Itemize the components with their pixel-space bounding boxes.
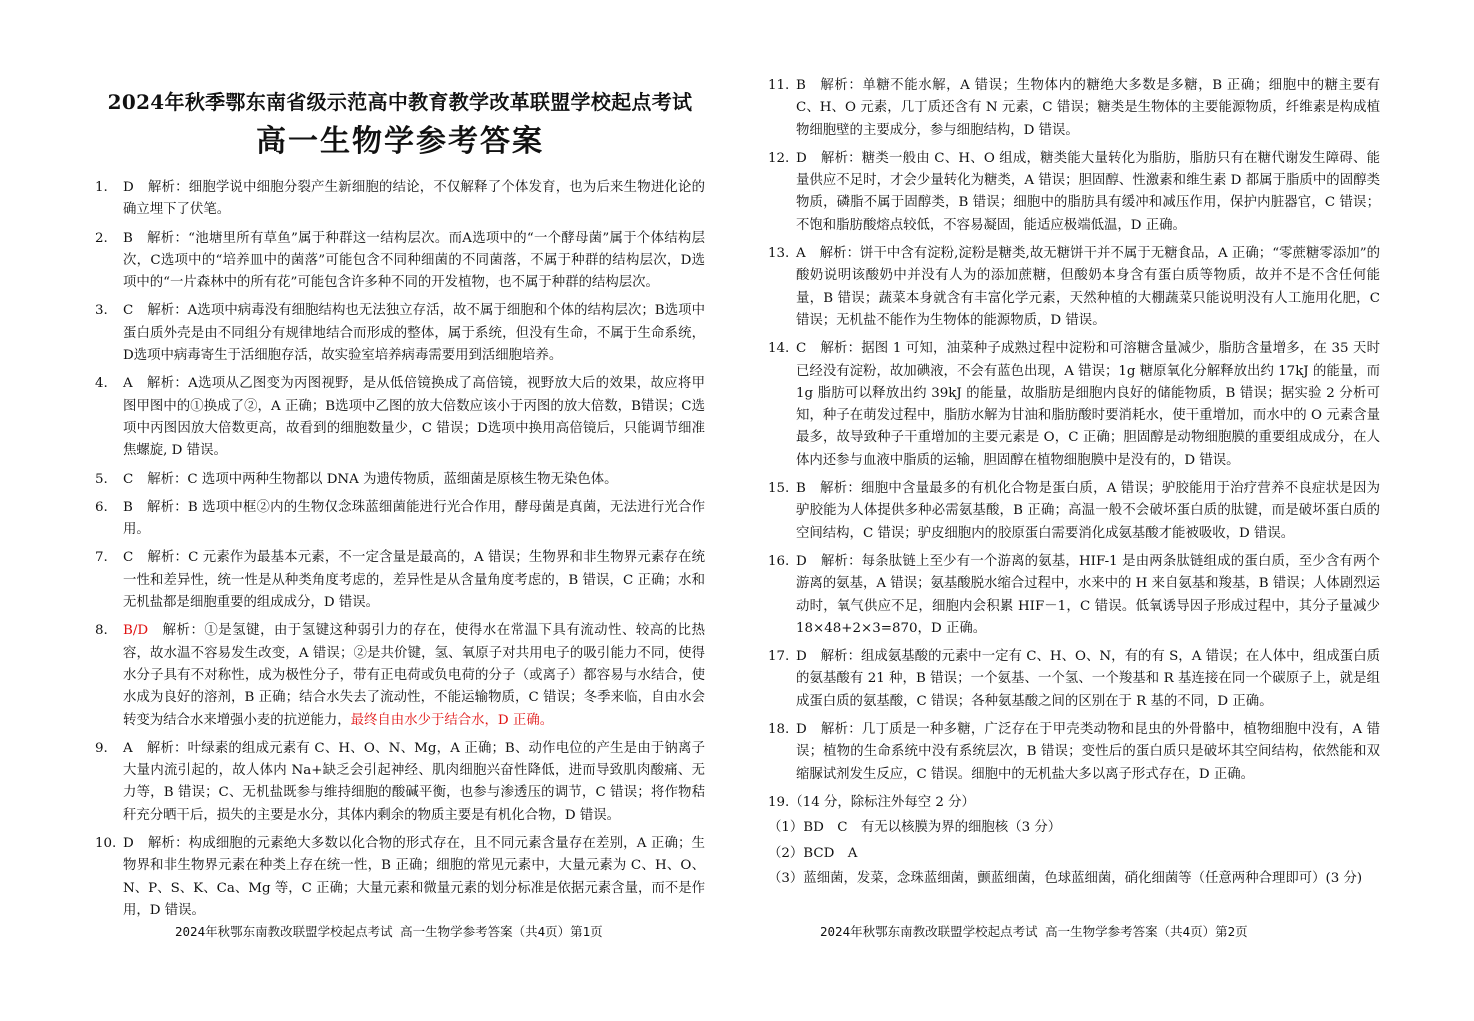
answer-list-left [95, 177, 705, 928]
answer-choice: B [796, 481, 806, 497]
question-number: 13. [768, 246, 790, 262]
question-number: 4. [95, 376, 108, 392]
explanation-text: 解析：几丁质是一种多糖，广泛存在于甲壳类动物和昆虫的外骨骼中，植物细胞中没有，A 错误；植物的生命系统中没有系统层次，B 错误；变性后的蛋白质只是破坏其空间结构，依然能和双缩脲试剂发生反应，C 错误。细胞中的无机盐大多以离子形式存在，D 正确。 [796, 722, 1380, 782]
answer-item [95, 620, 705, 731]
q19-line-1: （1）BD C 有无以核膜为界的细胞核（3 分） [768, 820, 1062, 836]
answer-item [95, 547, 705, 614]
answer-item [95, 738, 705, 827]
answer-key-title: 高一生物学参考答案 [256, 124, 544, 159]
answer-item [768, 551, 1380, 640]
explanation-text: 解析：B 选项中框②内的生物仅念珠蓝细菌能进行光合作用，酵母菌是真菌，无法进行光合作用。 [123, 499, 705, 538]
answer-item [95, 300, 705, 367]
q19-line-3: （3）蓝细菌，发菜，念珠蓝细菌，颤蓝细菌，色球蓝细菌，硝化细菌等（任意两种合理即可）(3 分) [768, 870, 1363, 886]
q19-header: 19.（14 分，除标注外每空 2 分） [768, 794, 975, 810]
explanation-text: 解析：糖类一般由 C、H、O 组成，糖类能大量转化为脂肪，脂肪只有在糖代谢发生障碍、能量供应不足时，才会少量转化为糖类，A 错误；胆固醇、性激素和维生素 D 都属于脂质中的固醇类物质，磷脂不属于固醇类，B 错误；细胞中的脂肪具有缓冲和减压作用，保护内脏器官，C 错误；不饱和脂肪酸熔点较低，不容易凝固，能适应极端低温，D 正确。 [796, 150, 1380, 233]
answer-item [768, 148, 1380, 237]
answer-item [95, 373, 705, 462]
answer-choice: B [123, 499, 133, 515]
answer-list-right [768, 75, 1380, 893]
explanation-text: 解析：①是氢键，由于氢键这种弱引力的存在，使得水在常温下具有流动性、较高的比热容，故水温不容易发生改变，A 错误；②是共价键，氢、氧原子对共用电子的吸引能力不同，使得水分子具有不对称性，成为极性分子，带有正电荷或负电荷的分子（或离子）都容易与水结合，使水成为良好的溶剂，B 正确；结合水失去了流动性，不能运输物质，C 错误；冬季来临，自由水会转变为结合水来增强小麦的抗逆能力， [123, 623, 705, 728]
answer-choice: D [123, 180, 134, 195]
answer-choice: A [123, 740, 133, 756]
answer-choice: A [123, 376, 133, 392]
answer-choice: D [796, 649, 807, 665]
answer-item [95, 177, 705, 222]
answer-choice: B [123, 230, 133, 246]
question-number: 14. [768, 341, 790, 357]
question-number: 5. [95, 471, 108, 487]
question-number: 11. [768, 78, 790, 93]
answer-choice: A [796, 246, 806, 262]
explanation-text: 解析：细胞中含量最多的有机化合物是蛋白质，A 错误；驴胶能用于治疗营养不良症状是因为驴胶能为人体提供多种必需氨基酸，B 正确；高温一般不会破坏蛋白质的肽键，而是破坏蛋白质的空间结构，C 错误；驴皮细胞内的胶原蛋白需要消化成氨基酸才能被吸收，D 错误。 [796, 481, 1380, 541]
answer-choice: D [796, 150, 807, 166]
answer-choice: B/D [123, 623, 149, 639]
question-number: 16. [768, 553, 790, 569]
question-number: 6. [95, 499, 108, 515]
page-footer-right: 2024年秋鄂东南教改联盟学校起点考试 高一生物学参考答案（共4页）第2页 [820, 924, 1248, 939]
question-number: 8. [95, 623, 108, 639]
q19-line-2: （2）BCD A [768, 845, 858, 861]
answer-choice: C [123, 550, 134, 566]
answer-choice: D [796, 553, 807, 569]
answer-item [95, 833, 705, 922]
question-number: 3. [95, 303, 108, 319]
explanation-text: 解析：细胞学说中细胞分裂产生新细胞的结论，不仅解释了个体发育，也为后来生物进化论的确立埋下了伏笔。 [123, 180, 705, 218]
explanation-text: 解析：据图 1 可知，油菜种子成熟过程中淀粉和可溶糖含量减少，脂肪含量增多，在 35 天时已经没有淀粉，故加碘液，不会有蓝色出现，A 错误；1g 糖原氧化分解释放出约 17kJ 的能量，而 1g 脂肪可以释放出约 39kJ 的能量，故脂肪是细胞内良好的储能物质，B 错误；据实验 2 分析可知，种子在萌发过程中，脂肪水解为甘油和脂肪酸时要消耗水，使干重增加，而水中的 O 元素含量最多，故导致种子干重增加的主要元素是 O，C 正确；胆固醇是动物细胞膜的重要组成成分，在人体内还参与血液中脂质的运输，胆固醇在植物细胞膜中是没有的，D 错误。 [796, 341, 1380, 468]
answer-item [95, 228, 705, 295]
explanation-text: 解析：“池塘里所有草鱼”属于种群这一结构层次。而A选项中的“一个酵母菌”属于个体结构层次，C选项中的“培养皿中的菌落”可能包含不同种细菌的不同菌落，不属于种群的结构层次，D选项中的“一片森林中的所有花”可能包含许多种不同的开发植物，也不属于种群的结构层次。 [123, 230, 705, 291]
explanation-text: 解析：A选项从乙图变为丙图视野，是从低倍镜换成了高倍镜，视野放大后的效果，故应将甲图甲图中的①换成了②，A 正确；B选项中乙图的放大倍数应该小于丙图的放大倍数，B错误；C选项中丙图因放大倍数更高，故看到的细胞数量少，C 错误；D选项中换用高倍镜后，只能调节细准焦螺旋, D 错误。 [123, 376, 705, 459]
question-number: 7. [95, 550, 108, 566]
question-number: 2. [95, 230, 108, 246]
answer-choice: C [123, 303, 134, 319]
explanation-text: 解析：构成细胞的元素绝大多数以化合物的形式存在，且不同元素含量存在差别，A 正确；生物界和非生物界元素在种类上存在统一性，B 正确；细胞的常见元素中，大量元素为 C、H、O、N、P、S、K、Ca、Mg 等，C 正确；大量元素和微量元素的划分标准是依据元素含量，而不是作用，D 错误。 [123, 836, 705, 918]
answer-choice: B [796, 78, 806, 93]
explanation-text: 解析：单糖不能水解，A 错误；生物体内的糖绝大多数是多糖，B 正确；细胞中的糖主要有 C、H、O 元素，几丁质还含有 N 元素，C 错误；糖类是生物体的主要能源物质，纤维素是构成植物细胞壁的主要成分，参与细胞结构，D 错误。 [796, 78, 1380, 138]
answer-item [768, 338, 1380, 472]
answer-item [95, 469, 705, 491]
answer-choice: C [123, 471, 134, 487]
answer-item [768, 75, 1380, 142]
explanation-text: 解析：饼干中含有淀粉,淀粉是糖类,故无糖饼干并不属于无糖食品，A 正确；“零蔗糖零添加”的酸奶说明该酸奶中并没有人为的添加蔗糖，但酸奶本身含有蛋白质等物质，故并不是不含任何能量，B 错误；蔬菜本身就含有丰富化学元素，天然种植的大棚蔬菜只能说明没有人工施用化肥，C 错误；无机盐不能作为生物体的能源物质，D 错误。 [796, 246, 1380, 328]
explanation-text: 解析：组成氨基酸的元素中一定有 C、H、O、N，有的有 S，A 错误；在人体中，组成蛋白质的氨基酸有 21 种，B 错误；一个氨基、一个氢、一个羧基和 R 基连接在同一个碳原子上，就是组成蛋白质的氨基酸，C 错误；各种氨基酸之间的区别在于 R 基的不同，D 正确。 [796, 649, 1380, 709]
explanation-text: 解析：C 选项中两种生物都以 DNA 为遗传物质，蓝细菌是原核生物无染色体。 [147, 471, 618, 487]
question-number: 17. [768, 649, 790, 665]
explanation-text: 解析：叶绿素的组成元素有 C、H、O、N、Mg，A 正确；B、动作电位的产生是由于钠离子大量内流引起的，故人体内 Na+缺乏会引起神经、肌肉细胞兴奋性降低，进而导致肌肉酸痛、无力等，B 错误；C、无机盐既参与维持细胞的酸碱平衡，也参与渗透压的调节，C 错误；将作物秸秆充分晒干后，损失的主要是水分，其体内剩余的物质主要是有机化合物，D 错误。 [123, 740, 705, 823]
question-number: 12. [768, 150, 790, 166]
answer-choice: D [123, 836, 134, 852]
question-number: 1. [95, 180, 108, 195]
answer-item [768, 478, 1380, 545]
question-number: 15. [768, 481, 790, 497]
answer-item [768, 719, 1380, 786]
answer-item [768, 243, 1380, 332]
question-number: 9. [95, 740, 108, 756]
answer-item [95, 497, 705, 542]
explanation-text: 解析：每条肽链上至少有一个游离的氨基，HIF-1 是由两条肽链组成的蛋白质，至少含有两个游离的氨基，A 错误；氨基酸脱水缩合过程中，水来中的 H 来自氨基和羧基，B 错误；人体剧烈运动时，氧气供应不足，细胞内会积累 HIF－1，C 错误。低氧诱导因子形成过程中，其分子量减少 18×48+2×3=870，D 正确。 [796, 553, 1380, 636]
explanation-text: 解析：A选项中病毒没有细胞结构也无法独立存活，故不属于细胞和个体的结构层次；B选项中蛋白质外壳是由不同组分有规律地结合而形成的整体，属于系统，但没有生命，不属于生命系统，D选项中病毒寄生于活细胞存活，故实验室培养病毒需要用到活细胞培养。 [123, 303, 705, 364]
question-number: 18. [768, 722, 790, 738]
exam-title: 2024年秋季鄂东南省级示范高中教育教学改革联盟学校起点考试 [107, 90, 693, 114]
question-number: 10. [95, 836, 117, 852]
answer-choice: D [796, 722, 807, 738]
page-footer-left: 2024年秋鄂东南教改联盟学校起点考试 高一生物学参考答案（共4页）第1页 [175, 924, 603, 939]
explanation-text: 解析：C 元素作为最基本元素，不一定含量是最高的，A 错误；生物界和非生物界元素存在统一性和差异性，统一性是从种类角度考虑的，差异性是从含量角度考虑的，B 错误，C 正确；水和无机盐都是细胞重要的组成成分，D 错误。 [123, 550, 705, 611]
answer-item [768, 646, 1380, 713]
answer-choice: C [796, 341, 807, 357]
answer-items [768, 75, 1380, 786]
highlighted-correction: 最终自由水少于结合水，D 正确。 [350, 712, 554, 728]
